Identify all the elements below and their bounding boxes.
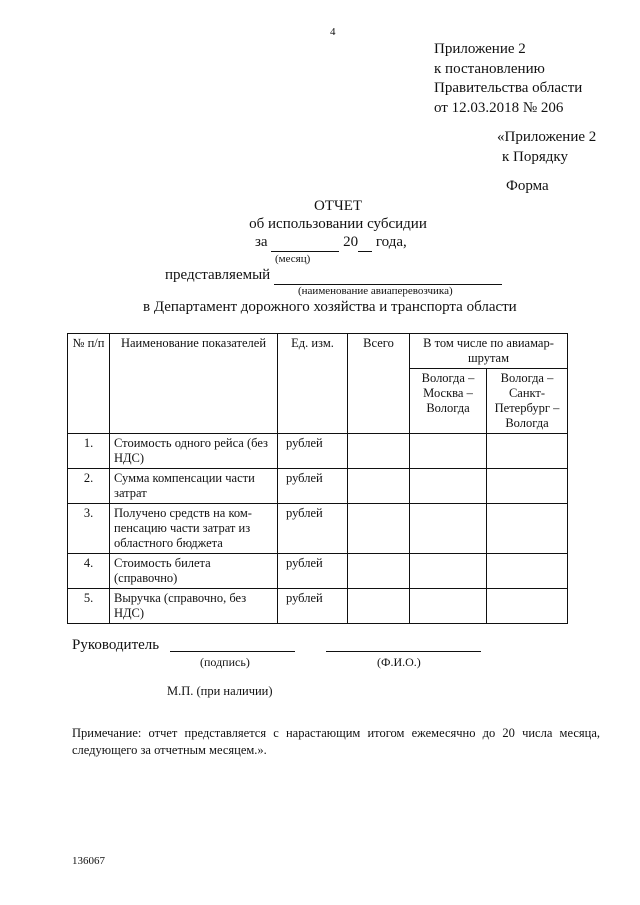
year-field[interactable] <box>358 234 372 252</box>
signature-caption: (подпись) <box>200 655 250 669</box>
row-unit: рублей <box>278 434 348 469</box>
row-route1-cell[interactable] <box>410 554 487 589</box>
document-code: 136067 <box>72 855 105 867</box>
appendix-line: от 12.03.2018 № 206 <box>434 99 564 116</box>
period-line <box>255 234 407 252</box>
row-route1-cell[interactable] <box>410 469 487 504</box>
row-name: Получено средств на ком- пенсацию части затрат из областного бюджета <box>110 504 278 554</box>
row-num: 4. <box>68 554 110 589</box>
year-prefix: 20 <box>343 234 359 250</box>
row-unit: рублей <box>278 589 348 624</box>
submitted-by-line <box>165 267 502 285</box>
department-line: в Департамент дорожного хозяйства и транспорта области <box>143 299 517 315</box>
table-row <box>68 469 568 504</box>
header-name: Наименование показателей <box>110 334 278 434</box>
appendix-inner-line: «Приложение 2 <box>497 129 597 145</box>
header-route1: Вологда – Москва – Вологда <box>410 369 487 434</box>
row-unit: рублей <box>278 504 348 554</box>
row-num: 1. <box>68 434 110 469</box>
row-num: 2. <box>68 469 110 504</box>
row-total-cell[interactable] <box>348 469 410 504</box>
row-total-cell[interactable] <box>348 589 410 624</box>
row-name: Выручка (справочно, без НДС) <box>110 589 278 624</box>
row-total-cell[interactable] <box>348 434 410 469</box>
row-route1-cell[interactable] <box>410 504 487 554</box>
row-total-cell[interactable] <box>348 504 410 554</box>
header-num: № п/п <box>68 334 110 434</box>
signature-field[interactable] <box>170 651 295 652</box>
report-subtitle: об использовании субсидии <box>249 216 427 232</box>
table-row <box>68 434 568 469</box>
header-route2: Вологда – Санкт- Петербург – Вологда <box>487 369 568 434</box>
table-header-row <box>68 334 568 369</box>
appendix-line: к постановлению <box>434 60 545 77</box>
head-label: Руководитель <box>72 637 160 653</box>
row-route2-cell[interactable] <box>487 434 568 469</box>
appendix-line: Приложение 2 <box>434 41 526 57</box>
note-text: Примечание: отчет представляется с нарастающим итогом ежемесячно до 20 числа месяца, следующего за отчетным месяцем.». <box>72 726 600 757</box>
page-number: 4 <box>330 26 336 38</box>
header-routes-group: В том числе по авиамар- шрутам <box>410 334 568 369</box>
month-caption: (месяц) <box>275 253 311 265</box>
row-num: 5. <box>68 589 110 624</box>
submitted-by-label: представляемый <box>165 267 271 283</box>
appendix-inner <box>497 128 596 167</box>
header-total: Всего <box>348 334 410 434</box>
row-route2-cell[interactable] <box>487 469 568 504</box>
row-name: Стоимость одного рейса (без НДС) <box>110 434 278 469</box>
appendix-header <box>434 40 582 118</box>
row-unit: рублей <box>278 469 348 504</box>
row-route1-cell[interactable] <box>410 589 487 624</box>
table-row <box>68 589 568 624</box>
form-label: Форма <box>506 178 549 194</box>
row-route1-cell[interactable] <box>410 434 487 469</box>
report-title: ОТЧЕТ <box>313 198 363 214</box>
row-name: Сумма компенсации части затрат <box>110 469 278 504</box>
row-name: Стоимость билета (справочно) <box>110 554 278 589</box>
month-field[interactable] <box>271 234 339 252</box>
carrier-caption: (наименование авиаперевозчика) <box>298 285 453 297</box>
appendix-line: Правительства области <box>434 80 583 96</box>
report-table <box>67 333 568 624</box>
table-row <box>68 504 568 554</box>
row-route2-cell[interactable] <box>487 504 568 554</box>
stamp-label: М.П. (при наличии) <box>167 684 273 698</box>
header-unit: Ед. изм. <box>278 334 348 434</box>
row-route2-cell[interactable] <box>487 589 568 624</box>
period-prefix: за <box>255 234 268 250</box>
carrier-field[interactable] <box>274 267 502 285</box>
row-unit: рублей <box>278 554 348 589</box>
appendix-inner-line: к Порядку <box>502 148 568 165</box>
row-num: 3. <box>68 504 110 554</box>
table-row <box>68 554 568 589</box>
full-name-caption: (Ф.И.О.) <box>377 655 421 669</box>
full-name-field[interactable] <box>326 651 481 652</box>
year-suffix: года, <box>375 234 407 250</box>
row-route2-cell[interactable] <box>487 554 568 589</box>
row-total-cell[interactable] <box>348 554 410 589</box>
